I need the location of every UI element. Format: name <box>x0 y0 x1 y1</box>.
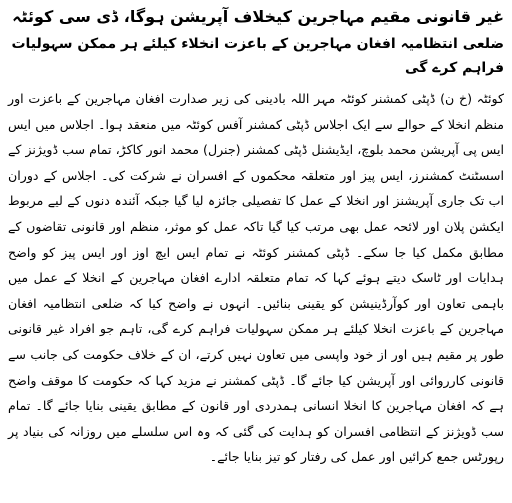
article-subheadline: ضلعی انتظامیہ افغان مہاجرین کے باعزت انخلاء کیلئے ہر ممکن سہولیات فراہم کرے گی <box>11 36 504 76</box>
article-body: کوئٹہ (خ ن) ڈپٹی کمشنر کوئٹہ مہر اللہ بادینی کی زیر صدارت افغان مہاجرین کے باعزت اور منظم انخلا کے حوالے سے ایک اجلاس ڈپٹی کمشنر آفس کوئٹہ میں منعقد ہوا۔ اجلاس میں ایس ایس پی آپریشن محمد بلوچ، ایڈیشنل ڈپٹی کمشنر (جنرل) محمد انور کاکڑ، تمام سب ڈویژنز کے اسسٹنٹ کمشنرز، ایس پیز اور متعلقہ محکموں کے افسران نے شرکت کی۔ اجلاس کے دوران اب تک جاری آپریشنز اور انخلا کے عمل کا تفصیلی جائزہ لیا گیا جبکہ آئندہ دنوں کے لیے مربوط ایکشن پلان اور لائحہ عمل بھی مرتب کیا گیا تاکہ عمل کو موثر، منظم اور قانونی تقاضوں کے مطابق مکمل کیا جا سکے۔ ڈپٹی کمشنر کوئٹہ نے تمام ایس ایچ اوز اور ایس پیز کو واضح ہدایات اور ٹاسک دیتے ہوئے کہا کہ تمام متعلقہ ادارے افغان مہاجرین کے انخلا کے عمل میں باہمی تعاون اور کوآرڈینیشن کو یقینی بنائیں۔ انہوں نے واضح کیا کہ ضلعی انتظامیہ افغان مہاجرین کے باعزت انخلا کیلئے ہر ممکن سہولیات فراہم کرے گی، تاہم جو افراد غیر قانونی طور پر مقیم ہیں اور از خود واپسی میں تعاون نہیں کرتے، ان کے خلاف حکومت کی جانب سے قانونی کارروائی اور آپریشن کیا جائے گا۔ ڈپٹی کمشنر نے مزید کہا کہ حکومت کا موقف واضح ہے کہ افغان مہاجرین کا انخلا انسانی ہمدردی اور قانون کے مطابق یقینی بنایا جائے گا۔ تمام سب ڈویژنز کے انتظامی افسران کو ہدایت کی گئی کہ وہ اس سلسلے میں روزانہ کی بنیاد پر رپورٹس جمع کرائیں اور عمل کی رفتار کو تیز بنایا جائے۔ <box>8 91 504 465</box>
article-headline: غیر قانونی مقیم مہاجرین کیخلاف آپریشن ہوگا، ڈی سی کوئٹہ <box>12 7 504 26</box>
